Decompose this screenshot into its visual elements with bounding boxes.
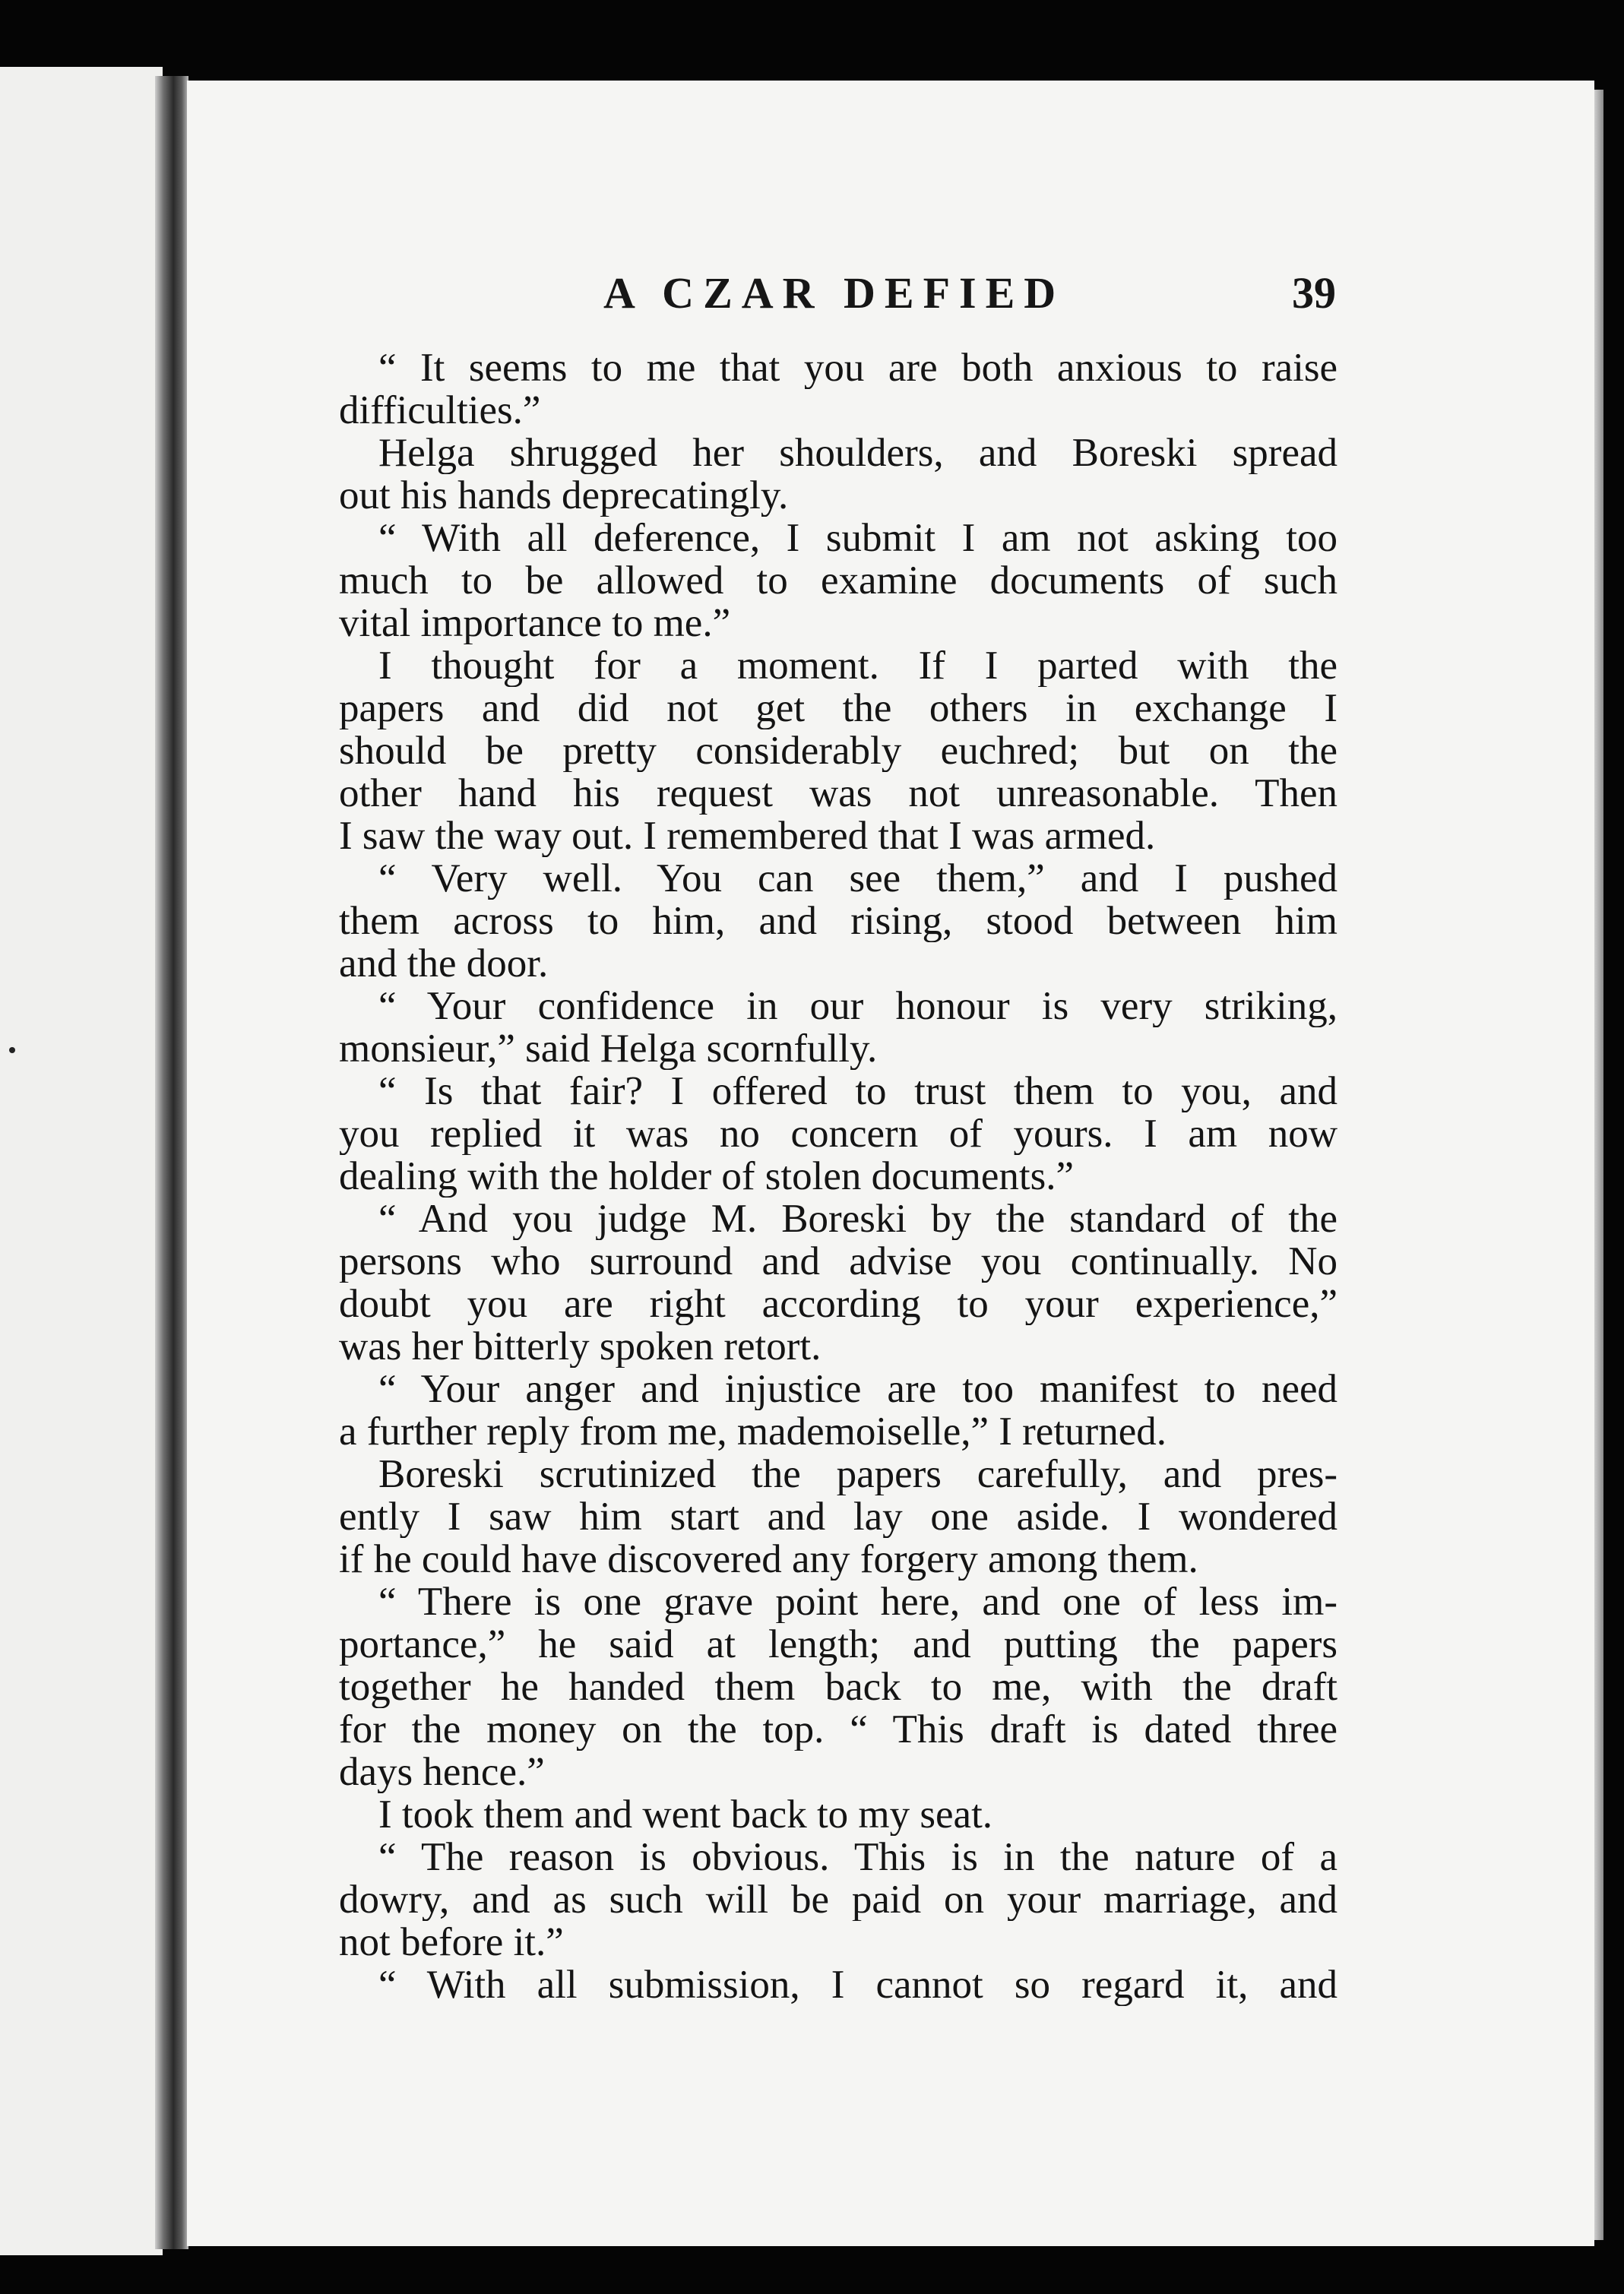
text-line: other hand his request was not unreasonable. Then <box>339 772 1338 815</box>
text-line: “ With all deference, I submit I am not asking too <box>378 517 1338 559</box>
text-line: ently I saw him start and lay one aside. I wondered <box>339 1495 1338 1538</box>
text-line: “ And you judge M. Boreski by the standard of the <box>378 1198 1338 1240</box>
text-line: I thought for a moment. If I parted with the <box>378 644 1338 687</box>
previous-page-edge <box>0 67 163 2255</box>
body-text <box>339 346 1338 2006</box>
text-line: portance,” he said at length; and putting the papers <box>339 1623 1338 1666</box>
text-line: persons who surround and advise you continually. No <box>339 1240 1338 1283</box>
text-line: you replied it was no concern of yours. I am now <box>339 1112 1338 1155</box>
text-line: Boreski scrutinized the papers carefully, and pres- <box>378 1453 1338 1495</box>
page-edge <box>1594 90 1603 2240</box>
text-line: for the money on the top. “ This draft is dated three <box>339 1708 1338 1751</box>
text-line: them across to him, and rising, stood between him <box>339 900 1338 942</box>
page-number: 39 <box>1292 268 1336 318</box>
text-line: should be pretty considerably euchred; but on the <box>339 729 1338 772</box>
text-line: difficulties.” <box>339 389 541 432</box>
text-line: a further reply from me, mademoiselle,” I returned. <box>339 1410 1167 1453</box>
text-line: doubt you are right according to your experience,” <box>339 1283 1338 1325</box>
text-line: was her bitterly spoken retort. <box>339 1325 821 1368</box>
text-line: dealing with the holder of stolen documents.” <box>339 1155 1075 1198</box>
running-head: A CZAR DEFIED <box>603 268 1065 318</box>
text-line: “ With all submission, I cannot so regard it, and <box>378 1963 1338 2006</box>
text-line: “ Your anger and injustice are too manifest to need <box>378 1368 1338 1410</box>
text-line: “ The reason is obvious. This is in the nature of a <box>378 1836 1338 1878</box>
text-line: papers and did not get the others in exchange I <box>339 687 1338 729</box>
text-line: vital importance to me.” <box>339 602 731 644</box>
binding-gutter <box>155 76 188 2249</box>
text-line: “ Your confidence in our honour is very striking, <box>378 985 1338 1027</box>
text-line: “ It seems to me that you are both anxious to raise <box>378 346 1338 389</box>
text-line: I took them and went back to my seat. <box>378 1793 993 1836</box>
text-line: if he could have discovered any forgery among them. <box>339 1538 1198 1580</box>
text-line: Helga shrugged her shoulders, and Boreski spread <box>378 432 1338 474</box>
text-line: together he handed them back to me, with the draft <box>339 1666 1338 1708</box>
text-line: “ Is that fair? I offered to trust them to you, and <box>378 1070 1338 1112</box>
text-line: not before it.” <box>339 1921 564 1963</box>
text-line: dowry, and as such will be paid on your marriage, and <box>339 1878 1338 1921</box>
text-line: “ Very well. You can see them,” and I pushed <box>378 857 1338 900</box>
text-line: days hence.” <box>339 1751 545 1793</box>
text-line: I saw the way out. I remembered that I was armed. <box>339 815 1156 857</box>
text-line: monsieur,” said Helga scornfully. <box>339 1027 878 1070</box>
text-line: and the door. <box>339 942 549 985</box>
text-line: much to be allowed to examine documents of such <box>339 559 1338 602</box>
text-line: out his hands deprecatingly. <box>339 474 789 517</box>
margin-speck <box>9 1047 15 1053</box>
text-line: “ There is one grave point here, and one of less im- <box>378 1580 1338 1623</box>
